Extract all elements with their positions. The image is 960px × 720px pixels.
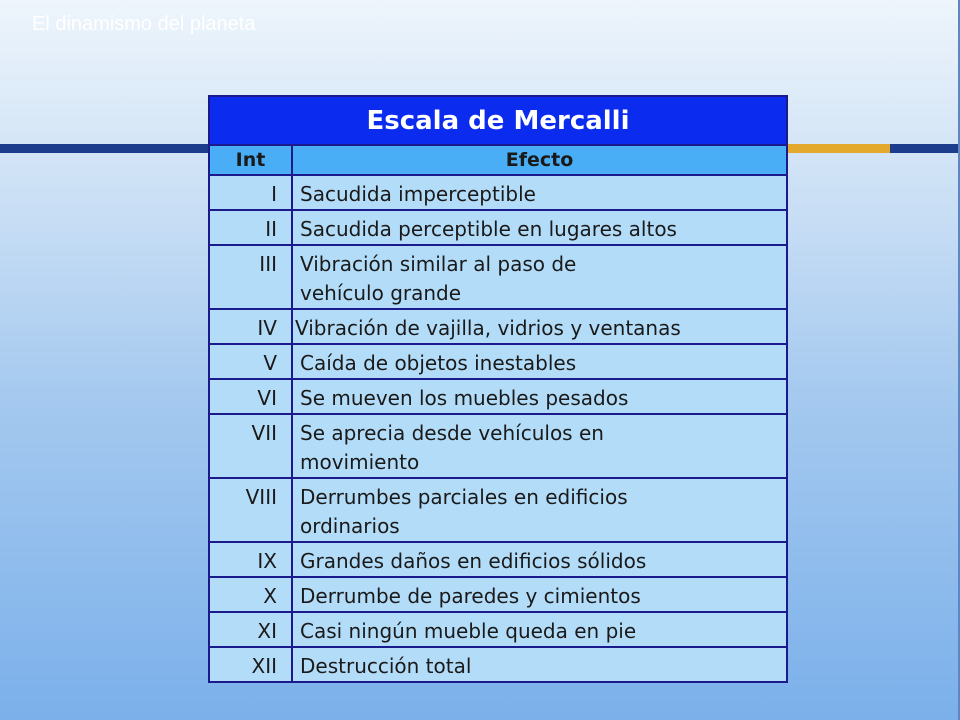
effect-line: ordinarios bbox=[300, 514, 400, 538]
effect-line: Caída de objetos inestables bbox=[300, 351, 577, 375]
table-row bbox=[209, 542, 787, 577]
effect-line: movimiento bbox=[300, 450, 420, 474]
effect-line: Sacudida perceptible en lugares altos bbox=[300, 217, 677, 241]
table-row bbox=[209, 379, 787, 414]
effect-line: Vibración de vajilla, vidrios y ventanas bbox=[295, 316, 681, 340]
table-title-row bbox=[209, 96, 787, 145]
effect-cell bbox=[292, 414, 787, 478]
intensity-cell: I bbox=[209, 175, 292, 210]
effect-line: vehículo grande bbox=[300, 281, 462, 305]
effect-line: Vibración similar al paso de bbox=[300, 252, 577, 276]
table-row bbox=[209, 478, 787, 542]
intensity-cell: VII bbox=[209, 414, 292, 478]
table-row bbox=[209, 344, 787, 379]
effect-line: Sacudida imperceptible bbox=[300, 182, 536, 206]
intensity-cell: II bbox=[209, 210, 292, 245]
table-row bbox=[209, 175, 787, 210]
table-body bbox=[209, 175, 787, 682]
effect-cell bbox=[292, 577, 787, 612]
intensity-cell: V bbox=[209, 344, 292, 379]
table-header-row bbox=[209, 145, 787, 175]
intensity-cell: X bbox=[209, 577, 292, 612]
effect-line: Grandes daños en edificios sólidos bbox=[300, 549, 647, 573]
table-row bbox=[209, 210, 787, 245]
effect-line: Derrumbe de paredes y cimientos bbox=[300, 584, 641, 608]
slide-title: El dinamismo del planeta bbox=[32, 13, 256, 35]
table-row bbox=[209, 245, 787, 309]
table-row bbox=[209, 577, 787, 612]
effect-cell bbox=[292, 612, 787, 647]
mercalli-table bbox=[208, 95, 788, 683]
intensity-cell: VIII bbox=[209, 478, 292, 542]
table-row bbox=[209, 647, 787, 682]
effect-cell bbox=[292, 478, 787, 542]
effect-cell bbox=[292, 647, 787, 682]
effect-line: Se aprecia desde vehículos en bbox=[300, 421, 604, 445]
effect-cell bbox=[292, 542, 787, 577]
effect-cell bbox=[292, 344, 787, 379]
effect-cell bbox=[292, 245, 787, 309]
intensity-cell: III bbox=[209, 245, 292, 309]
intensity-cell: IV bbox=[209, 309, 292, 344]
effect-cell bbox=[292, 309, 787, 344]
effect-line: Casi ningún mueble queda en pie bbox=[300, 619, 637, 643]
column-header-int: Int bbox=[209, 145, 292, 175]
table-row bbox=[209, 414, 787, 478]
effect-line: Derrumbes parciales en edificios bbox=[300, 485, 628, 509]
effect-cell bbox=[292, 210, 787, 245]
intensity-cell: XI bbox=[209, 612, 292, 647]
table-row bbox=[209, 612, 787, 647]
effect-line: Destrucción total bbox=[300, 654, 472, 678]
divider-accent bbox=[786, 144, 890, 153]
effect-cell bbox=[292, 175, 787, 210]
table-title: Escala de Mercalli bbox=[209, 96, 787, 145]
effect-line: Se mueven los muebles pesados bbox=[300, 386, 629, 410]
table-row bbox=[209, 309, 787, 344]
column-header-effect: Efecto bbox=[292, 145, 787, 175]
intensity-cell: VI bbox=[209, 379, 292, 414]
intensity-cell: IX bbox=[209, 542, 292, 577]
intensity-cell: XII bbox=[209, 647, 292, 682]
effect-cell bbox=[292, 379, 787, 414]
